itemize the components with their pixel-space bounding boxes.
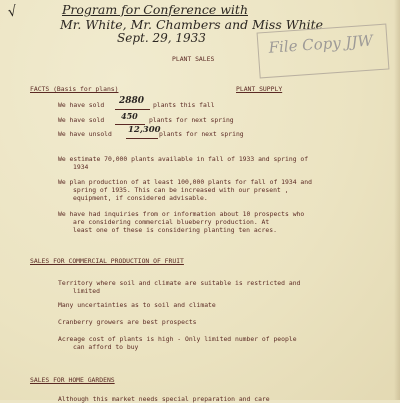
handwritten-check-mark: √: [6, 3, 19, 21]
facts-section-title: FACTS (Basis for plans): [30, 85, 119, 93]
file-copy-stamp-text: File Copy JJW: [268, 31, 374, 57]
estimate-line: We estimate 70,000 plants available in fall of 1933 and spring of: [58, 155, 309, 163]
plan-line-2: spring of 1935. This can be increased with our present ,: [73, 186, 289, 194]
plan-line-1: We plan production of at least 100,000 plants for fall of 1934 and: [58, 178, 312, 186]
page-title: PLANT SALES: [172, 55, 215, 63]
sold-fall-prefix: We have sold: [58, 101, 105, 109]
unsold-spring-value: 12,300: [128, 125, 161, 135]
sold-fall-value: 2880: [119, 96, 145, 106]
plan-line-3: equipment, if considered advisable.: [73, 194, 208, 202]
plant-supply-heading: PLANT SUPPLY: [236, 85, 283, 93]
sold-spring-prefix: We have sold: [58, 116, 105, 124]
unsold-spring-suffix: plants for next spring: [159, 130, 244, 138]
commercial-item-1-line-2: limited: [73, 287, 100, 295]
commercial-item-1-line-1: Territory where soil and climate are suitable is restricted and: [58, 279, 301, 287]
sold-fall-suffix: plants this fall: [153, 101, 215, 109]
unsold-spring-prefix: We have unsold: [58, 130, 112, 138]
commercial-item-2: Many uncertainties as to soil and climate: [58, 301, 216, 309]
scan-edge-shadow: [394, 0, 400, 400]
commercial-item-4-line-2: can afford to buy: [73, 343, 139, 351]
inquiries-line-1: We have had inquiries from or information about 10 prospects who: [58, 210, 305, 218]
home-gardens-item-1: Although this market needs special preparation and care: [58, 395, 270, 403]
sold-spring-value: 450: [121, 111, 138, 121]
commercial-section-title: SALES FOR COMMERCIAL PRODUCTION OF FRUIT: [30, 257, 184, 265]
handwritten-heading-date: Sept. 29, 1933: [117, 31, 206, 45]
commercial-item-4-line-1: Acreage cost of plants is high - Only limited number of people: [58, 335, 297, 343]
estimate-line-cont: 1934: [73, 163, 89, 171]
handwritten-heading-line-1: Program for Conference with: [62, 2, 248, 17]
sold-spring-suffix: plants for next spring: [149, 116, 234, 124]
file-copy-stamp: [257, 24, 390, 79]
inquiries-line-2: are considering commercial blueberry production. At: [73, 218, 270, 226]
inquiries-line-3: least one of these is considering planting ten acres.: [73, 226, 277, 234]
handwritten-heading-line-2: Mr. White, Mr. Chambers and Miss White: [60, 17, 324, 32]
commercial-item-3: Cranberry growers are best prospects: [58, 318, 197, 326]
home-gardens-section-title: SALES FOR HOME GARDENS: [30, 376, 115, 384]
